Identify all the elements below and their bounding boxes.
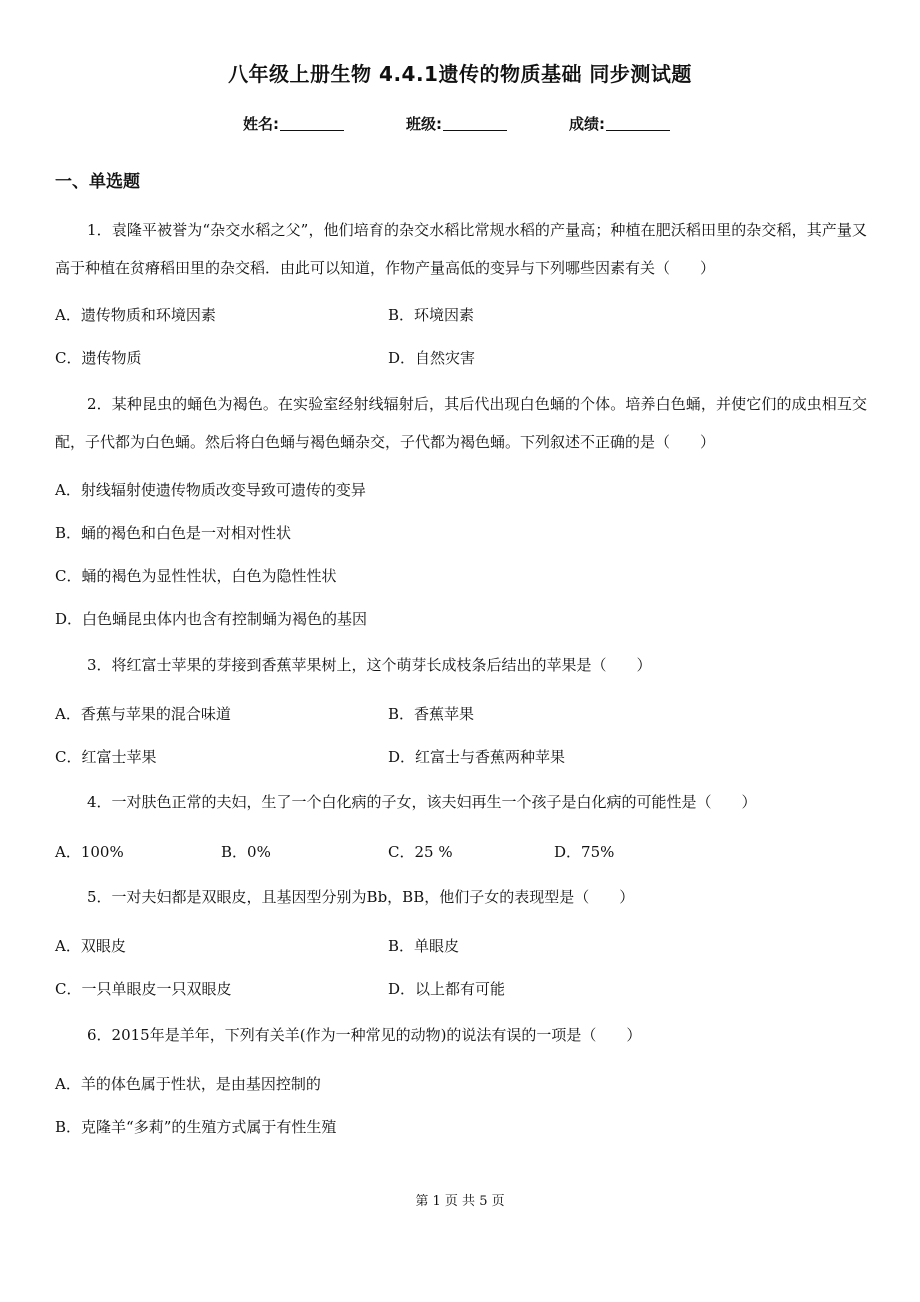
option-a[interactable]: A．遗传物质和环境因素 <box>55 306 216 324</box>
option-a[interactable]: A．双眼皮 <box>55 937 126 955</box>
option-b[interactable]: B．0% <box>221 843 271 861</box>
question-stem: 3．将红富士苹果的芽接到香蕉苹果树上，这个萌芽长成枝条后结出的苹果是（ ） <box>87 656 652 674</box>
class-field <box>406 113 507 134</box>
question-stem: 5．一对夫妇都是双眼皮，且基因型分别为Bb，BB，他们子女的表现型是（ ） <box>87 888 635 906</box>
name-blank[interactable] <box>280 130 344 131</box>
page-footer: 第 1 页 共 5 页 <box>415 1194 505 1209</box>
score-blank[interactable] <box>606 130 670 131</box>
option-c[interactable]: C．遗传物质 <box>55 349 142 367</box>
option-c[interactable]: C．25 % <box>388 843 453 861</box>
option-b[interactable]: B．香蕉苹果 <box>388 705 475 723</box>
name-label: 姓名: <box>243 115 279 133</box>
option-a[interactable]: A．100% <box>55 843 124 861</box>
option-b[interactable]: B．环境因素 <box>388 306 475 324</box>
section-heading: 一、单选题 <box>55 172 140 192</box>
option-c[interactable]: C．红富士苹果 <box>55 748 157 766</box>
option-a[interactable]: A．羊的体色属于性状，是由基因控制的 <box>55 1075 321 1093</box>
score-label: 成绩: <box>569 115 605 133</box>
option-a[interactable]: A．射线辐射使遗传物质改变导致可遗传的变异 <box>55 481 366 499</box>
option-d[interactable]: D．自然灾害 <box>388 349 476 367</box>
option-c[interactable]: C．一只单眼皮一只双眼皮 <box>55 980 232 998</box>
option-c[interactable]: C．蛹的褐色为显性性状，白色为隐性性状 <box>55 567 337 585</box>
score-field <box>569 113 670 134</box>
option-b[interactable]: B．单眼皮 <box>388 937 460 955</box>
class-blank[interactable] <box>443 130 507 131</box>
option-d[interactable]: D．红富士与香蕉两种苹果 <box>388 748 566 766</box>
question-stem: 4．一对肤色正常的夫妇，生了一个白化病的子女，该夫妇再生一个孩子是白化病的可能性是（ ） <box>87 793 757 811</box>
question-stem: 1．袁隆平被誉为“杂交水稻之父”，他们培育的杂交水稻比常规水稻的产量高；种植在肥沃稻田里的杂交稻，其产量又高于种植在贫瘠稻田里的杂交稻．由此可以知道，作物产量高低的变异与下列哪些因素有关（ ） <box>55 221 867 277</box>
option-b[interactable]: B．克隆羊“多莉”的生殖方式属于有性生殖 <box>55 1118 337 1136</box>
option-d[interactable]: D．白色蛹昆虫体内也含有控制蛹为褐色的基因 <box>55 610 368 628</box>
option-a[interactable]: A．香蕉与苹果的混合味道 <box>55 705 231 723</box>
class-label: 班级: <box>406 115 442 133</box>
option-b[interactable]: B．蛹的褐色和白色是一对相对性状 <box>55 524 292 542</box>
name-field <box>243 113 344 134</box>
question-stem: 6．2015年是羊年，下列有关羊(作为一种常见的动物)的说法有误的一项是（ ） <box>87 1026 642 1044</box>
question-stem: 2．某种昆虫的蛹色为褐色。在实验室经射线辐射后，其后代出现白色蛹的个体。培养白色蛹，并使它们的成虫相互交配，子代都为白色蛹。然后将白色蛹与褐色蛹杂交，子代都为褐色蛹。下列叙述不正确的是（ ） <box>55 395 867 451</box>
page-title: 八年级上册生物 4.4.1遗传的物质基础 同步测试题 <box>228 62 692 86</box>
option-d[interactable]: D．以上都有可能 <box>388 980 506 998</box>
option-d[interactable]: D．75% <box>554 843 615 861</box>
